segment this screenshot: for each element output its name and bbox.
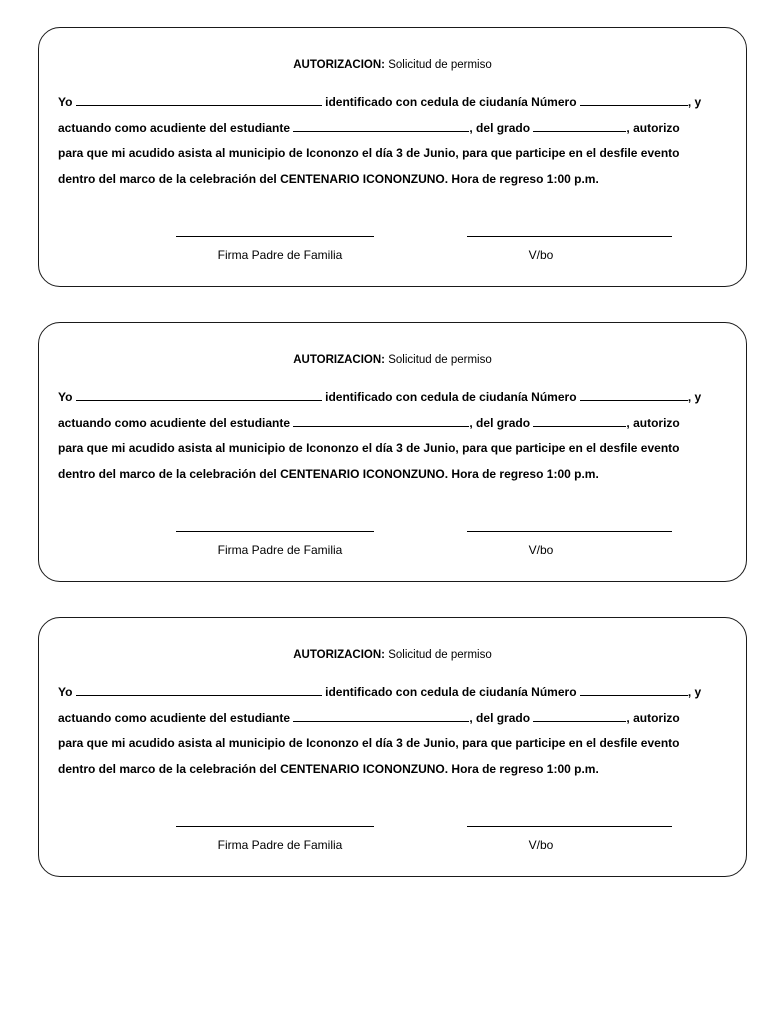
text-acudiente: actuando como acudiente del estudiante [58,416,291,430]
vobo-signature-line[interactable] [467,531,672,532]
text-autorizo: , autorizo [626,711,680,725]
form-line-name [58,94,731,109]
id-number-blank[interactable] [580,684,688,696]
form-line-return: dentro del marco de la celebración del CENTENARIO ICONONZUNO. Hora de regreso 1:00 p.m. [58,467,599,481]
form-title-subject: Solicitud de permiso [385,59,492,71]
parent-signature-line[interactable] [176,826,374,827]
parent-signature-line[interactable] [176,531,374,532]
form-line-student [58,415,731,430]
grade-blank[interactable] [533,710,626,722]
text-y: , y [687,685,702,699]
vobo-label: V/bo [528,838,554,852]
form-title-label: AUTORIZACION: [293,649,386,661]
form-line-student [58,710,731,725]
vobo-label: V/bo [528,543,554,557]
text-acudiente: actuando como acudiente del estudiante [58,711,291,725]
text-yo: Yo [58,685,73,699]
form-line-event: para que mi acudido asista al municipio de Icononzo el día 3 de Junio, para que participe en el desfile evento [58,146,680,160]
name-blank[interactable] [76,389,322,401]
parent-signature-line[interactable] [176,236,374,237]
text-yo: Yo [58,390,73,404]
text-acudiente: actuando como acudiente del estudiante [58,121,291,135]
text-grado: , del grado [469,416,531,430]
form-title-subject: Solicitud de permiso [385,354,492,366]
text-id-number: identificado con cedula de ciudanía Número [325,685,577,699]
text-grado: , del grado [469,121,531,135]
grade-blank[interactable] [533,415,626,427]
text-id-number: identificado con cedula de ciudanía Número [325,390,577,404]
id-number-blank[interactable] [580,389,688,401]
form-title-label: AUTORIZACION: [293,59,386,71]
text-autorizo: , autorizo [626,121,680,135]
form-line-event: para que mi acudido asista al municipio de Icononzo el día 3 de Junio, para que participe en el desfile evento [58,441,680,455]
form-line-return: dentro del marco de la celebración del CENTENARIO ICONONZUNO. Hora de regreso 1:00 p.m. [58,762,599,776]
form-line-return: dentro del marco de la celebración del CENTENARIO ICONONZUNO. Hora de regreso 1:00 p.m. [58,172,599,186]
form-title-subject: Solicitud de permiso [385,649,492,661]
vobo-signature-line[interactable] [467,826,672,827]
form-line-name [58,684,731,699]
authorization-form-3 [38,617,747,877]
student-blank[interactable] [293,120,469,132]
grade-blank[interactable] [533,120,626,132]
form-line-event: para que mi acudido asista al municipio de Icononzo el día 3 de Junio, para que participe en el desfile evento [58,736,680,750]
form-title [39,648,746,662]
text-y: , y [687,390,702,404]
form-title [39,353,746,367]
text-grado: , del grado [469,711,531,725]
parent-signature-label: Firma Padre de Familia [217,543,343,557]
student-blank[interactable] [293,710,469,722]
text-yo: Yo [58,95,73,109]
id-number-blank[interactable] [580,94,688,106]
form-title-label: AUTORIZACION: [293,354,386,366]
vobo-signature-line[interactable] [467,236,672,237]
name-blank[interactable] [76,684,322,696]
form-title [39,58,746,72]
text-y: , y [687,95,702,109]
name-blank[interactable] [76,94,322,106]
form-line-name [58,389,731,404]
parent-signature-label: Firma Padre de Familia [217,838,343,852]
text-id-number: identificado con cedula de ciudanía Número [325,95,577,109]
form-line-student [58,120,731,135]
vobo-label: V/bo [528,248,554,262]
parent-signature-label: Firma Padre de Familia [217,248,343,262]
text-autorizo: , autorizo [626,416,680,430]
authorization-form-1 [38,27,747,287]
student-blank[interactable] [293,415,469,427]
authorization-form-2 [38,322,747,582]
